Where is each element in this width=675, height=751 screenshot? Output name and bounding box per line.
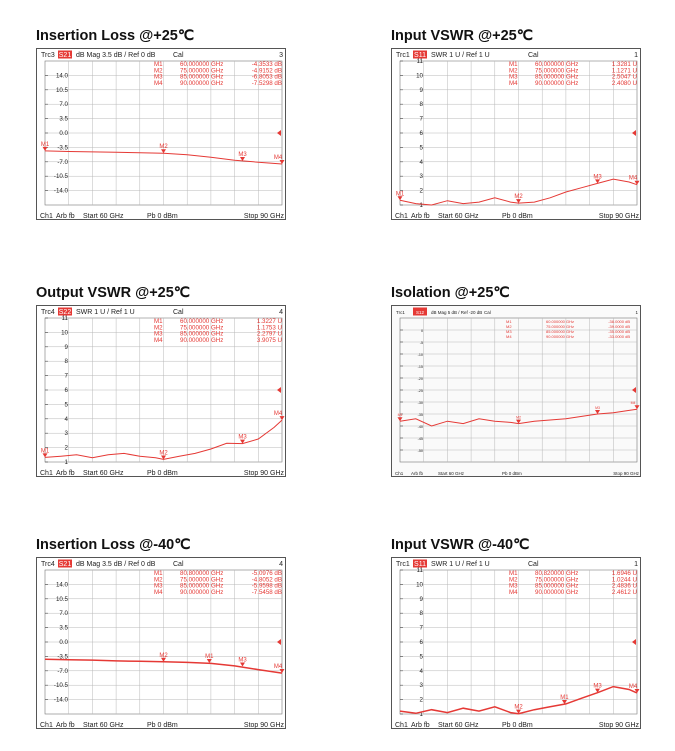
chart-title: Input VSWR @-40℃ — [391, 537, 530, 553]
footer-start: Start 60 GHz — [438, 722, 479, 729]
y-tick-label: -10.5 — [53, 682, 68, 690]
footer-stop: Stop 90 GHz — [243, 722, 284, 729]
chart-frame — [391, 305, 641, 477]
marker-table-freq: 75.000000 GHz — [535, 67, 579, 75]
y-tick-label: 6 — [64, 387, 68, 394]
y-tick-label: 7.0 — [59, 610, 68, 618]
marker-table-freq: 90.000000 GHz — [180, 336, 224, 344]
marker-table-name: M3 — [154, 582, 163, 590]
footer-stop: Stop 90 GHz — [598, 722, 639, 729]
footer-start: Start 60 GHz — [438, 213, 479, 220]
param-label: S22 — [58, 309, 72, 316]
y-tick-label: 7 — [419, 115, 423, 123]
marker-table-value: -7.5458 dB — [251, 588, 282, 596]
marker-label: M3 — [238, 657, 247, 664]
reference-arrow — [632, 639, 636, 645]
scale-label: SWR 1 U / Ref 1 U — [431, 561, 490, 568]
marker-table-value: -7.5298 dB — [251, 79, 282, 87]
chart-panel-input-vswr-m40 — [391, 537, 641, 732]
y-tick-label: 5 — [64, 401, 68, 409]
y-tick-label: -7.0 — [57, 667, 68, 675]
marker-label: M2 — [514, 194, 523, 201]
chart-panel-isolation-25 — [391, 285, 641, 480]
scale-label: dB Mag 3.5 dB / Ref 0 dB — [76, 52, 156, 59]
marker-table-freq: 80.800000 GHz — [180, 570, 224, 577]
marker-table-name: M4 — [154, 79, 163, 87]
y-tick-label: -7.0 — [57, 158, 68, 166]
chart-panel-insertion-loss-m40 — [36, 537, 286, 732]
footer-stop: Stop 90 GHz — [243, 213, 284, 220]
trace-number: 3 — [279, 52, 283, 59]
y-tick-label: 6 — [419, 639, 423, 646]
chart-frame — [391, 557, 641, 729]
marker-label: M2 — [159, 144, 168, 151]
marker-label: M2 — [514, 704, 523, 711]
chart-svg — [392, 558, 642, 730]
scale-label: SWR 1 U / Ref 1 U — [76, 309, 135, 316]
trace-label: Trc1 — [396, 561, 410, 568]
chart-title: Output VSWR @+25℃ — [36, 285, 191, 301]
marker-table-value: -35.0000 dB — [608, 329, 630, 334]
y-tick-label: 5 — [419, 144, 423, 152]
marker-table-freq: 75.000000 GHz — [180, 576, 224, 584]
y-tick-label: 10.5 — [55, 86, 68, 94]
marker-table-value: 1.3227 U — [256, 318, 282, 325]
marker-label: M2 — [516, 415, 521, 420]
cal-label: Cal — [528, 52, 539, 59]
cal-label: Cal — [484, 310, 491, 315]
footer-power: Pb 0 dBm — [147, 722, 178, 729]
footer-stop: Stop 90 GHz — [243, 470, 284, 477]
y-tick-label: -30 — [417, 401, 423, 405]
footer-power: Pb 0 dBm — [147, 213, 178, 220]
marker-label: M3 — [238, 151, 247, 158]
marker-label: M4 — [628, 175, 638, 182]
marker-table-freq: 90.000000 GHz — [180, 588, 224, 596]
marker-table-freq: 75.000000 GHz — [180, 67, 224, 75]
marker-label: M3 — [238, 434, 247, 441]
marker-table-value: -4.3533 dB — [251, 61, 282, 68]
marker-label: M4 — [273, 411, 283, 418]
footer-power: Pb 0 dBm — [502, 213, 533, 220]
marker-table-freq: 80.820000 GHz — [535, 570, 579, 577]
marker-label: M4 — [628, 683, 638, 690]
marker-label: M3 — [593, 174, 602, 181]
marker-table-value: 2.5047 U — [611, 73, 637, 81]
y-tick-label: 2 — [419, 187, 423, 195]
y-tick-label: -14.0 — [53, 696, 68, 704]
marker-table-freq: 75.000000 GHz — [535, 576, 579, 584]
y-tick-label: -40 — [417, 425, 423, 429]
footer-start: Start 60 GHz — [438, 471, 465, 476]
y-tick-label: 6 — [419, 130, 423, 137]
y-tick-label: 0.0 — [59, 639, 68, 646]
marker-table-freq: 75.000000 GHz — [180, 324, 224, 332]
y-tick-label: 1 — [419, 711, 423, 718]
marker-table-name: M1 — [506, 319, 512, 324]
marker-table-freq: 60.000000 GHz — [546, 319, 575, 324]
marker-table-value: 1.1753 U — [256, 324, 282, 332]
marker-table-value: 2.4612 U — [611, 588, 637, 596]
y-tick-label: 10.5 — [55, 595, 68, 603]
y-tick-label: 8 — [64, 358, 68, 366]
cal-label: Cal — [173, 52, 184, 59]
marker-table-value: 2.4080 U — [611, 79, 637, 87]
marker-table-name: M4 — [154, 588, 163, 596]
y-tick-label: 2 — [64, 444, 68, 452]
y-tick-label: -35 — [417, 413, 423, 417]
marker-table-name: M3 — [506, 329, 512, 334]
param-label: S21 — [58, 52, 72, 59]
y-tick-label: 4 — [419, 158, 423, 166]
y-tick-label: 3 — [419, 682, 423, 690]
y-tick-label: -14.0 — [53, 187, 68, 195]
marker-label: M4 — [630, 401, 636, 406]
footer-channel: Ch1 — [40, 213, 53, 220]
y-tick-label: 4 — [64, 415, 68, 423]
y-tick-label: 9 — [419, 86, 423, 94]
trace-number: 1 — [634, 52, 638, 59]
chart-panel-insertion-loss-25 — [36, 28, 286, 223]
footer-start: Start 60 GHz — [83, 722, 124, 729]
footer-stop: Stop 90 GHz — [598, 213, 639, 220]
y-tick-label: 10 — [416, 72, 423, 80]
y-tick-label: -10.5 — [53, 173, 68, 181]
chart-frame — [36, 305, 286, 477]
footer-channel: Ch1 — [40, 722, 53, 729]
y-tick-label: -15 — [417, 365, 423, 369]
marker-table-value: 1.0244 U — [611, 576, 637, 584]
marker-table-value: -5.0976 dB — [251, 570, 282, 577]
marker-table-freq: 85.000000 GHz — [546, 329, 575, 334]
y-tick-label: 14.0 — [55, 72, 68, 80]
y-tick-label: 4 — [419, 667, 423, 675]
marker-table-freq: 85.000000 GHz — [180, 73, 224, 81]
marker-table-name: M4 — [509, 588, 518, 596]
footer-channel: Ch1 — [395, 213, 408, 220]
cal-label: Cal — [173, 309, 184, 316]
marker-table-name: M2 — [506, 324, 512, 329]
trace-number: 1 — [634, 561, 638, 568]
footer-start: Start 60 GHz — [83, 470, 124, 477]
footer-power: Pb 0 dBm — [502, 722, 533, 729]
marker-table-name: M2 — [154, 576, 163, 584]
footer-power: Pb 0 dBm — [502, 471, 522, 476]
marker-table-freq: 60.000000 GHz — [180, 318, 224, 325]
param-label: S12 — [415, 310, 425, 315]
chart-panel-output-vswr-25 — [36, 285, 286, 480]
y-tick-label: -45 — [417, 437, 423, 441]
marker-triangle — [635, 405, 640, 409]
marker-table-value: -5.9598 dB — [251, 582, 282, 590]
marker-label: M3 — [595, 406, 600, 410]
marker-label: M4 — [273, 664, 283, 671]
y-tick-label: 10 — [61, 329, 68, 337]
marker-label: M1 — [395, 191, 405, 198]
y-tick-label: -5 — [419, 341, 423, 345]
chart-title: Isolation @+25℃ — [391, 285, 510, 301]
marker-table-name: M3 — [509, 73, 518, 81]
marker-table-freq: 90.000000 GHz — [535, 79, 579, 87]
trace-label: Trc4 — [41, 561, 55, 568]
marker-label: M1 — [397, 413, 403, 418]
marker-table-name: M1 — [509, 570, 518, 577]
marker-table-value: -4.9152 dB — [251, 67, 282, 75]
y-tick-label: 0 — [420, 329, 423, 333]
footer-channel: Ch1 — [395, 471, 404, 476]
param-label: S21 — [58, 561, 72, 568]
y-tick-label: 1 — [419, 202, 423, 209]
y-tick-label: 9 — [64, 343, 68, 351]
marker-table-name: M1 — [154, 61, 163, 68]
y-tick-label: -25 — [417, 389, 423, 393]
marker-table-freq: 85.000000 GHz — [535, 582, 579, 590]
trace-number: 1 — [635, 310, 638, 315]
marker-table-value: 2.4836 U — [611, 582, 637, 590]
footer-power: Pb 0 dBm — [147, 470, 178, 477]
chart-svg — [37, 306, 287, 478]
marker-table-freq: 90.000000 GHz — [535, 588, 579, 596]
param-label: S11 — [414, 561, 426, 568]
marker-table-value: -38.0000 dB — [608, 319, 630, 324]
y-tick-label: 11 — [416, 567, 423, 574]
marker-table-value: 1.6946 U — [611, 570, 637, 577]
marker-table-name: M2 — [509, 67, 518, 75]
reference-arrow — [277, 639, 281, 645]
marker-table-freq: 85.000000 GHz — [535, 73, 579, 81]
y-tick-label: -50 — [417, 449, 423, 453]
marker-table-value: -39.0000 dB — [608, 324, 630, 329]
chart-svg — [392, 306, 642, 478]
marker-table-value: -4.8052 dB — [251, 576, 282, 584]
marker-table-name: M4 — [506, 334, 512, 339]
y-tick-label: 3 — [64, 430, 68, 438]
footer-arb: Arb fb — [411, 722, 430, 729]
footer-arb: Arb fb — [56, 470, 75, 477]
chart-frame — [36, 557, 286, 729]
y-tick-label: 5 — [419, 653, 423, 661]
marker-label: M3 — [593, 683, 602, 690]
marker-label: M2 — [159, 652, 168, 659]
marker-table-name: M4 — [509, 79, 518, 87]
y-tick-label: 8 — [419, 610, 423, 618]
marker-table-value: -6.8053 dB — [251, 73, 282, 81]
y-tick-label: 3 — [419, 173, 423, 181]
y-tick-label: -3.5 — [57, 653, 68, 661]
marker-table-freq: 85.000000 GHz — [180, 330, 224, 338]
marker-table-name: M2 — [509, 576, 518, 584]
marker-table-freq: 60.000000 GHz — [535, 61, 579, 68]
reference-arrow — [632, 387, 636, 393]
chart-panel-input-vswr-25 — [391, 28, 641, 223]
footer-start: Start 60 GHz — [83, 213, 124, 220]
marker-table-name: M2 — [154, 67, 163, 75]
y-tick-label: 8 — [419, 101, 423, 109]
footer-stop: Stop 90 GHz — [613, 471, 639, 476]
marker-table-freq: 75.000000 GHz — [546, 324, 575, 329]
trace-label: Trc1 — [396, 310, 405, 315]
scale-label: dB Mag 5 dB / Ref -20 dB — [431, 310, 483, 315]
trace-number: 4 — [279, 309, 283, 316]
trace-label: Trc4 — [41, 309, 55, 316]
y-tick-label: 11 — [416, 58, 423, 65]
marker-table-name: M2 — [154, 324, 163, 332]
scale-label: dB Mag 3.5 dB / Ref 0 dB — [76, 561, 156, 568]
trace-number: 4 — [279, 561, 283, 568]
footer-arb: Arb fb — [411, 471, 424, 476]
marker-table-name: M3 — [509, 582, 518, 590]
reference-arrow — [632, 130, 636, 136]
y-tick-label: -10 — [417, 353, 423, 357]
y-tick-label: 14.0 — [55, 581, 68, 589]
cal-label: Cal — [528, 561, 539, 568]
y-tick-label: 7 — [419, 624, 423, 632]
marker-label: M2 — [159, 450, 168, 457]
marker-table-value: 1.1271 U — [611, 67, 637, 75]
marker-table-value: 1.3281 U — [611, 61, 637, 68]
reference-arrow — [277, 387, 281, 393]
chart-svg — [392, 49, 642, 221]
marker-table-value: 2.2797 U — [256, 330, 282, 338]
trace-label: Trc3 — [41, 52, 55, 59]
marker-label: M1 — [205, 653, 214, 660]
y-tick-label: 7 — [64, 372, 68, 380]
marker-table-name: M1 — [154, 570, 163, 577]
reference-arrow — [277, 130, 281, 136]
footer-arb: Arb fb — [411, 213, 430, 220]
marker-table-value: 3.9075 U — [256, 336, 282, 344]
marker-table-name: M3 — [154, 330, 163, 338]
footer-arb: Arb fb — [56, 213, 75, 220]
marker-table-freq: 85.000000 GHz — [180, 582, 224, 590]
chart-svg — [37, 558, 287, 730]
marker-table-name: M3 — [154, 73, 163, 81]
scale-label: SWR 1 U / Ref 1 U — [431, 52, 490, 59]
chart-title: Insertion Loss @+25℃ — [36, 28, 195, 44]
marker-table-name: M1 — [509, 61, 518, 68]
marker-label: M1 — [40, 141, 50, 148]
y-tick-label: 0.0 — [59, 130, 68, 137]
marker-table-freq: 90.000000 GHz — [180, 79, 224, 87]
y-tick-label: -20 — [417, 377, 423, 381]
marker-table-freq: 60.000000 GHz — [180, 61, 224, 68]
marker-label: M4 — [273, 154, 283, 161]
chart-frame — [36, 48, 286, 220]
marker-label: M1 — [40, 448, 50, 455]
y-tick-label: 3.5 — [59, 115, 68, 123]
trace-label: Trc1 — [396, 52, 410, 59]
chart-svg — [37, 49, 287, 221]
footer-channel: Ch1 — [40, 470, 53, 477]
chart-title: Input VSWR @+25℃ — [391, 28, 534, 44]
marker-table-freq: 90.000000 GHz — [546, 334, 575, 339]
y-tick-label: -3.5 — [57, 144, 68, 152]
y-tick-label: 9 — [419, 595, 423, 603]
param-label: S11 — [414, 52, 426, 59]
y-tick-label: 7.0 — [59, 101, 68, 109]
y-tick-label: 10 — [416, 581, 423, 589]
marker-table-value: -33.0000 dB — [608, 334, 630, 339]
marker-label: M1 — [560, 694, 569, 701]
chart-title: Insertion Loss @-40℃ — [36, 537, 191, 553]
y-tick-label: 3.5 — [59, 624, 68, 632]
y-tick-label: 1 — [64, 459, 68, 466]
y-tick-label: 2 — [419, 696, 423, 704]
chart-frame — [391, 48, 641, 220]
marker-table-name: M1 — [154, 318, 163, 325]
footer-channel: Ch1 — [395, 722, 408, 729]
cal-label: Cal — [173, 561, 184, 568]
footer-arb: Arb fb — [56, 722, 75, 729]
marker-table-name: M4 — [154, 336, 163, 344]
y-tick-label: 11 — [61, 315, 68, 322]
